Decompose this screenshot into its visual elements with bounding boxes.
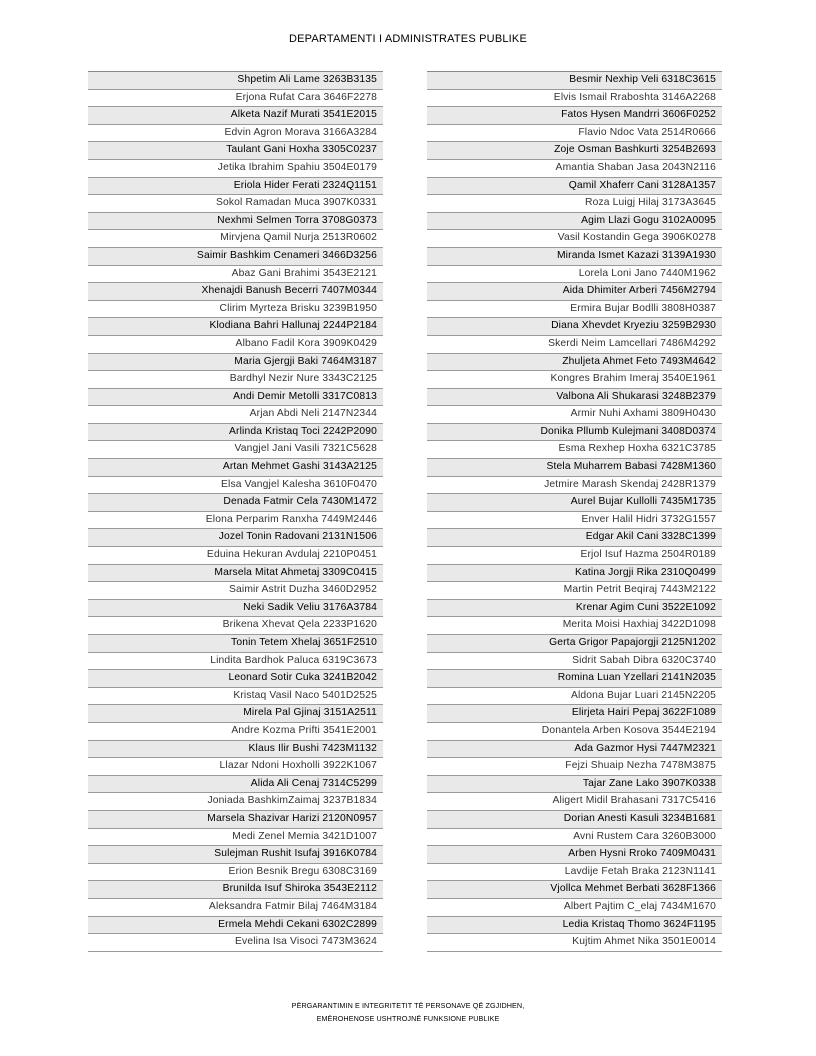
list-item: Erjona Rufat Cara 3646F2278 (88, 90, 383, 108)
list-item: Xhenajdi Banush Becerri 7407M0344 (88, 283, 383, 301)
list-item: Martin Petrit Beqiraj 7443M2122 (427, 582, 722, 600)
list-item: Erjol Isuf Hazma 2504R0189 (427, 547, 722, 565)
list-item: Stela Muharrem Babasi 7428M1360 (427, 459, 722, 477)
list-item: Zoje Osman Bashkurti 3254B2693 (427, 142, 722, 160)
list-item: Albano Fadil Kora 3909K0429 (88, 336, 383, 354)
list-item: Klodiana Bahri Hallunaj 2244P2184 (88, 318, 383, 336)
list-item: Merita Moisi Haxhiaj 3422D1098 (427, 617, 722, 635)
list-item: Gerta Grigor Papajorgji 2125N1202 (427, 635, 722, 653)
page-footer (0, 999, 816, 1025)
list-item: Eduina Hekuran Avdulaj 2210P0451 (88, 547, 383, 565)
list-item: Nexhmi Selmen Torra 3708G0373 (88, 213, 383, 231)
list-item: Miranda Ismet Kazazi 3139A1930 (427, 248, 722, 266)
list-item: Erion Besnik Bregu 6308C3169 (88, 864, 383, 882)
list-item: Mirvjena Qamil Nurja 2513R0602 (88, 230, 383, 248)
list-item: Elona Perparim Ranxha 7449M2446 (88, 512, 383, 530)
list-item: Jozel Tonin Radovani 2131N1506 (88, 529, 383, 547)
list-item: Lorela Loni Jano 7440M1962 (427, 266, 722, 284)
list-item: Albert Pajtim C_elaj 7434M1670 (427, 899, 722, 917)
list-item: Lavdije Fetah Braka 2123N1141 (427, 864, 722, 882)
list-item: Aleksandra Fatmir Bilaj 7464M3184 (88, 899, 383, 917)
list-item: Clirim Myrteza Brisku 3239B1950 (88, 301, 383, 319)
footer-line-1: PËRGARANTIMIN E INTEGRITETIT TË PERSONAVE QË ZGJIDHEN, (291, 1001, 525, 1010)
list-item: Katina Jorgji Rika 2310Q0499 (427, 565, 722, 583)
list-item: Tajar Zane Lako 3907K0338 (427, 776, 722, 794)
list-item: Arben Hysni Rroko 7409M0431 (427, 846, 722, 864)
list-item: Taulant Gani Hoxha 3305C0237 (88, 142, 383, 160)
list-item: Sokol Ramadan Muca 3907K0331 (88, 195, 383, 213)
list-item: Flavio Ndoc Vata 2514R0666 (427, 125, 722, 143)
list-item: Saimir Bashkim Cenameri 3466D3256 (88, 248, 383, 266)
footer-line-2: EMËROHENOSE USHTROJNË FUNKSIONE PUBLIKE (316, 1014, 500, 1023)
list-item: Leonard Sotir Cuka 3241B2042 (88, 670, 383, 688)
list-item: Aurel Bujar Kullolli 7435M1735 (427, 494, 722, 512)
list-item: Brunilda Isuf Shiroka 3543E2112 (88, 881, 383, 899)
list-item: Aida Dhimiter Arberi 7456M2794 (427, 283, 722, 301)
list-item: Jetika Ibrahim Spahiu 3504E0179 (88, 160, 383, 178)
list-item: Elvis Ismail Rraboshta 3146A2268 (427, 90, 722, 108)
list-item: Abaz Gani Brahimi 3543E2121 (88, 266, 383, 284)
list-item: Skerdi Neim Lamcellari 7486M4292 (427, 336, 722, 354)
list-item: Zhuljeta Ahmet Feto 7493M4642 (427, 354, 722, 372)
list-item: Fejzi Shuaip Nezha 7478M3875 (427, 758, 722, 776)
list-item: Edvin Agron Morava 3166A3284 (88, 125, 383, 143)
list-item: Shpetim Ali Lame 3263B3135 (88, 72, 383, 90)
list-item: Evelina Isa Visoci 7473M3624 (88, 934, 383, 952)
list-item: Vasil Kostandin Gega 3906K0278 (427, 230, 722, 248)
list-item: Diana Xhevdet Kryeziu 3259B2930 (427, 318, 722, 336)
list-item: Donika Pllumb Kulejmani 3408D0374 (427, 424, 722, 442)
list-item: Dorian Anesti Kasuli 3234B1681 (427, 811, 722, 829)
list-item: Vangjel Jani Vasili 7321C5628 (88, 441, 383, 459)
list-item: Aligert Midil Brahasani 7317C5416 (427, 793, 722, 811)
list-item: Andi Demir Metolli 3317C0813 (88, 389, 383, 407)
list-item: Edgar Akil Cani 3328C1399 (427, 529, 722, 547)
list-item: Andre Kozma Prifti 3541E2001 (88, 723, 383, 741)
list-item: Alida Ali Cenaj 7314C5299 (88, 776, 383, 794)
list-item: Maria Gjergji Baki 7464M3187 (88, 354, 383, 372)
list-item: Sidrit Sabah Dibra 6320C3740 (427, 653, 722, 671)
right-name-list (427, 71, 722, 952)
list-item: Krenar Agim Cuni 3522E1092 (427, 600, 722, 618)
list-item: Besmir Nexhip Veli 6318C3615 (427, 72, 722, 90)
list-item: Kristaq Vasil Naco 5401D2525 (88, 688, 383, 706)
list-item: Mirela Pal Gjinaj 3151A2511 (88, 705, 383, 723)
list-item: Neki Sadik Veliu 3176A3784 (88, 600, 383, 618)
list-item: Denada Fatmir Cela 7430M1472 (88, 494, 383, 512)
list-item: Bardhyl Nezir Nure 3343C2125 (88, 371, 383, 389)
list-item: Elirjeta Hairi Pepaj 3622F1089 (427, 705, 722, 723)
list-item: Saimir Astrit Duzha 3460D2952 (88, 582, 383, 600)
list-item: Llazar Ndoni Hoxholli 3922K1067 (88, 758, 383, 776)
list-item: Lindita Bardhok Paluca 6319C3673 (88, 653, 383, 671)
list-item: Donantela Arben Kosova 3544E2194 (427, 723, 722, 741)
list-item: Kongres Brahim Imeraj 3540E1961 (427, 371, 722, 389)
list-item: Artan Mehmet Gashi 3143A2125 (88, 459, 383, 477)
list-item: Brikena Xhevat Qela 2233P1620 (88, 617, 383, 635)
list-item: Elsa Vangjel Kalesha 3610F0470 (88, 477, 383, 495)
list-item: Qamil Xhaferr Cani 3128A1357 (427, 178, 722, 196)
list-item: Romina Luan Yzellari 2141N2035 (427, 670, 722, 688)
list-item: Ledia Kristaq Thomo 3624F1195 (427, 917, 722, 935)
list-item: Aldona Bujar Luari 2145N2205 (427, 688, 722, 706)
list-item: Ermira Bujar Bodlli 3808H0387 (427, 301, 722, 319)
list-item: Marsela Mitat Ahmetaj 3309C0415 (88, 565, 383, 583)
list-item: Valbona Ali Shukarasi 3248B2379 (427, 389, 722, 407)
list-item: Arlinda Kristaq Toci 2242P2090 (88, 424, 383, 442)
list-item: Eriola Hider Ferati 2324Q1151 (88, 178, 383, 196)
list-item: Jetmire Marash Skendaj 2428R1379 (427, 477, 722, 495)
list-item: Ermela Mehdi Cekani 6302C2899 (88, 917, 383, 935)
list-item: Amantia Shaban Jasa 2043N2116 (427, 160, 722, 178)
page-title: DEPARTAMENTI I ADMINISTRATES PUBLIKE (288, 33, 528, 45)
list-item: Tonin Tetem Xhelaj 3651F2510 (88, 635, 383, 653)
list-item: Enver Halil Hidri 3732G1557 (427, 512, 722, 530)
list-item: Arjan Abdi Neli 2147N2344 (88, 406, 383, 424)
list-item: Kujtim Ahmet Nika 3501E0014 (427, 934, 722, 952)
list-item: Avni Rustem Cara 3260B3000 (427, 829, 722, 847)
list-item: Alketa Nazif Murati 3541E2015 (88, 107, 383, 125)
list-item: Sulejman Rushit Isufaj 3916K0784 (88, 846, 383, 864)
list-item: Armir Nuhi Axhami 3809H0430 (427, 406, 722, 424)
list-item: Medi Zenel Memia 3421D1007 (88, 829, 383, 847)
list-item: Esma Rexhep Hoxha 6321C3785 (427, 441, 722, 459)
list-item: Agim Llazi Gogu 3102A0095 (427, 213, 722, 231)
list-item: Klaus Ilir Bushi 7423M1132 (88, 741, 383, 759)
left-name-list (88, 71, 383, 952)
list-item: Roza Luigj Hilaj 3173A3645 (427, 195, 722, 213)
list-item: Marsela Shazivar Harizi 2120N0957 (88, 811, 383, 829)
list-item: Fatos Hysen Mandrri 3606F0252 (427, 107, 722, 125)
list-item: Joniada BashkimZaimaj 3237B1834 (88, 793, 383, 811)
list-item: Vjollca Mehmet Berbati 3628F1366 (427, 881, 722, 899)
list-item: Ada Gazmor Hysi 7447M2321 (427, 741, 722, 759)
